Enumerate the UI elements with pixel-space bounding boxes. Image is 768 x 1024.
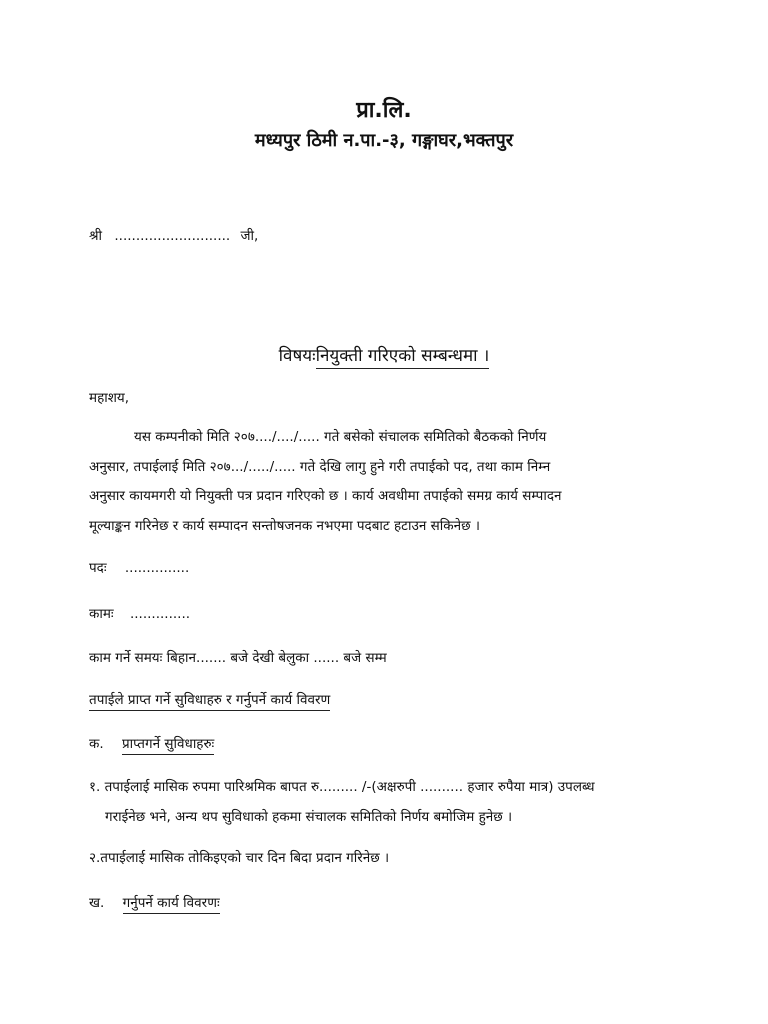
recipient-blank: ........................... — [114, 228, 231, 244]
recipient-prefix: श्री — [89, 228, 103, 244]
post-field — [89, 558, 189, 576]
work-label: कामः — [89, 606, 114, 622]
recipient-line — [89, 226, 258, 244]
section-kha-marker: ख. — [89, 895, 105, 911]
section-ka-marker: क. — [89, 736, 104, 752]
subject-text: नियुक्ती गरिएको सम्बन्धमा । — [316, 346, 490, 369]
company-name: प्रा.लि. — [356, 98, 412, 123]
body-paragraph — [89, 423, 687, 541]
work-time-line: काम गर्ने समयः बिहान....... बजे देखी बेलुका ...... बजे सम्म — [89, 650, 387, 666]
post-blank: ............... — [124, 560, 190, 576]
facility-item-2: २.तपाईलाई मासिक तोकिइएको चार दिन बिदा प्रदान गरिनेछ । — [89, 850, 390, 866]
body-line: मूल्याङ्कन गरिनेछ र कार्य सम्पादन सन्तोषजनक नभएमा पदबाट हटाउन सकिनेछ । — [89, 517, 481, 534]
section-heading-text: तपाईले प्राप्त गर्ने सुविधाहरु र गर्नुपर्ने कार्य विवरण — [89, 692, 330, 711]
section-kha-title: गर्नुपर्ने कार्य विवरणः — [123, 895, 220, 914]
body-line: यस कम्पनीको मिति २०७..../..../..... गते बसेको संचालक समितिको बैठकको निर्णय — [134, 429, 547, 445]
subject-label: विषयः — [278, 346, 316, 366]
facility-item-1 — [89, 773, 687, 832]
section-heading — [89, 690, 330, 708]
work-field — [89, 604, 190, 622]
section-ka — [89, 734, 214, 752]
body-line: अनुसार कायमगरी यो नियुक्ती पत्र प्रदान गरिएको छ । कार्य अवधीमा तपाईको समग्र कार्य सम्पादन — [89, 488, 562, 504]
company-address: मध्यपुर ठिमी न.पा.-३, गङ्गाघर,भक्तपुर — [254, 130, 514, 151]
section-ka-title: प्राप्तगर्ने सुविधाहरुः — [122, 736, 214, 755]
subject-line — [0, 343, 768, 366]
section-kha — [89, 893, 220, 911]
post-label: पदः — [89, 560, 107, 576]
recipient-suffix: जी, — [240, 228, 259, 244]
work-blank: .............. — [129, 606, 191, 622]
facility-item-1-line2: गराईनेछ भने, अन्य थप सुविधाको हकमा संचालक समितिको निर्णय बमोजिम हुनेछ । — [105, 808, 513, 825]
salutation: महाशय, — [89, 390, 130, 406]
facility-item-1-line1: १. तपाईलाई मासिक रुपमा पारिश्रमिक बापत रु......... /-(अक्षरुपी .......... हजार रुपैया मात्र) उपलब्ध — [89, 779, 595, 795]
body-line: अनुसार, तपाईलाई मिति २०७.../...../..... गते देखि लागु हुने गरी तपाईको पद, तथा काम निम्न — [89, 458, 551, 475]
